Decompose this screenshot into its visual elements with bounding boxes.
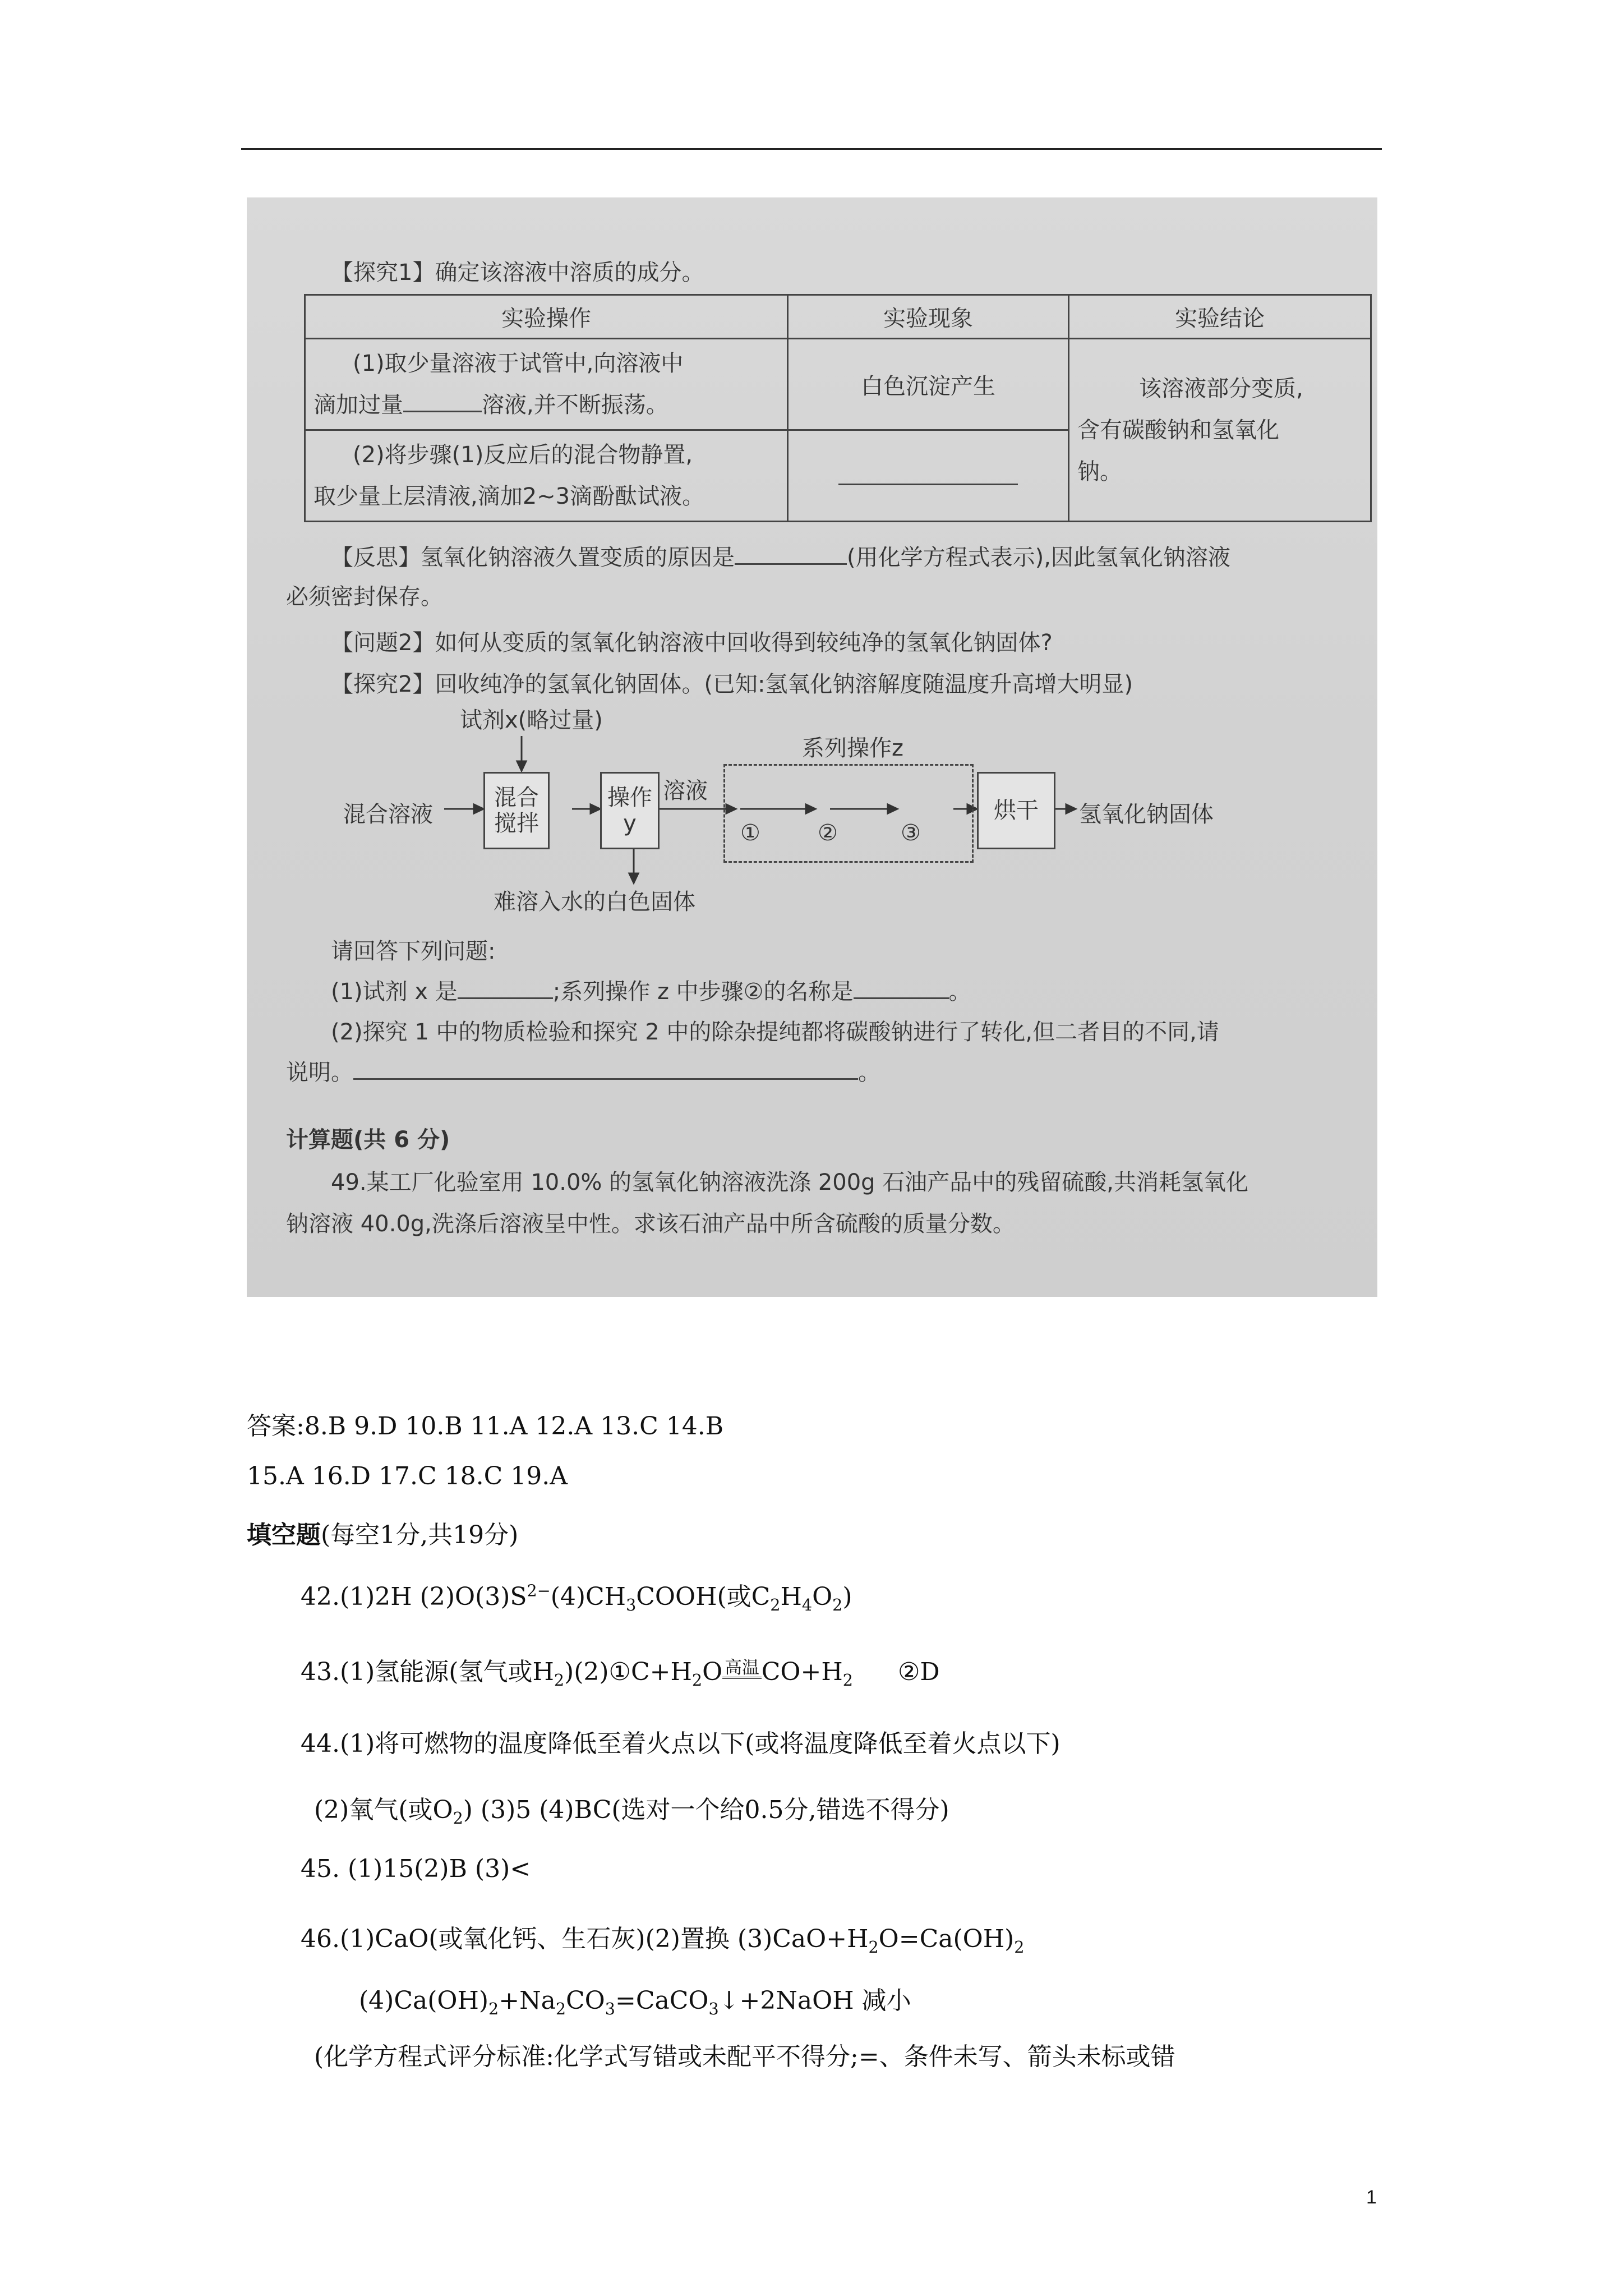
flow-step3: ③	[901, 820, 921, 846]
a42-part: 2−	[527, 1581, 551, 1600]
a46-part: (4)Ca(OH)	[359, 1986, 488, 2015]
a46-part: +Na	[499, 1986, 556, 2015]
fill-title: 填空题	[247, 1521, 321, 1549]
flow-step1: ①	[740, 820, 760, 846]
blank	[458, 997, 553, 999]
a43-part: 2	[554, 1670, 565, 1690]
op1-line2a: 滴加过量	[313, 392, 403, 418]
conclusion-line1: 该溶液部分变质,	[1139, 375, 1303, 402]
q2-text-a: 说明。	[286, 1060, 353, 1085]
flow-product: 氢氧化钠固体	[1079, 802, 1214, 827]
a44-part: ) (3)5 (4)BC(选对一个给0.5分,错选不得分)	[463, 1796, 949, 1824]
answers-line2: 15.A 16.D 17.C 18.C 19.A	[247, 1462, 568, 1490]
a43-part: 43.(1)氢能源(氢气或H	[301, 1658, 554, 1686]
a46-part: 2	[555, 1999, 566, 2018]
reflect-text-b: (用化学方程式表示),因此氢氧化钠溶液	[847, 545, 1230, 570]
answer-prompt: 请回答下列问题:	[331, 938, 496, 964]
conclusion-line3: 钠。	[1077, 458, 1122, 485]
conclusion-line2: 含有碳酸钠和氢氧化	[1077, 417, 1279, 443]
flow-residue: 难溶入水的白色固体	[494, 889, 695, 915]
a43-part: )(2)①C+H	[564, 1658, 692, 1686]
a46-part: CO	[566, 1986, 605, 2015]
a42-part: 4	[801, 1595, 813, 1614]
q1-line	[331, 974, 971, 1006]
a46-part: 3	[605, 1999, 615, 2018]
scanned-exam-image	[247, 197, 1377, 1297]
a46-part: 2	[868, 1937, 879, 1957]
op1-line1: (1)取少量溶液于试管中,向溶液中	[353, 351, 684, 376]
explore1-title: 【探究1】确定该溶液中溶质的成分。	[331, 260, 704, 286]
op2-line2: 取少量上层清液,滴加2~3滴酚酞试液。	[313, 484, 705, 509]
page-number: 1	[1366, 2187, 1377, 2208]
flow-box-mix: 混合搅拌	[483, 772, 550, 849]
a46-part: =CaCO	[615, 1986, 709, 2015]
a42-part: H	[780, 1582, 802, 1611]
flow-solution: 溶液	[663, 778, 708, 804]
a46-part: 46.(1)CaO(或氧化钙、生石灰)(2)置换 (3)CaO+H	[301, 1925, 869, 1953]
reflect-line2: 必须密封保存。	[286, 584, 443, 610]
q49-line2: 钠溶液 40.0g,洗涤后溶液呈中性。求该石油产品中所含硫酸的质量分数。	[286, 1211, 1015, 1237]
flow-series-box	[723, 764, 974, 863]
reflect-text-a: 【反思】氢氧化钠溶液久置变质的原因是	[331, 545, 735, 570]
fill-note: (每空1分,共19分)	[321, 1521, 519, 1549]
table-header: 实验现象	[788, 295, 1069, 339]
a42-part: 2	[770, 1595, 781, 1614]
flow-mixed-solution: 混合溶液	[343, 802, 433, 827]
a42-part: COOH(或C	[636, 1582, 771, 1611]
a42-part: )	[842, 1582, 852, 1611]
blank	[854, 997, 949, 999]
answer-46-line1	[301, 1918, 1024, 1957]
fill-heading	[247, 1515, 518, 1550]
a44-part: (2)氧气(或O	[314, 1796, 453, 1824]
a46-part: 2	[1014, 1937, 1025, 1957]
answer-45: 45. (1)15(2)B (3)<	[301, 1855, 531, 1883]
q2-text-b: 。	[858, 1060, 880, 1085]
blank	[353, 1078, 858, 1080]
a43-part: CO+H	[761, 1658, 843, 1686]
answer-44-line1: 44.(1)将可燃物的温度降低至着火点以下(或将温度降低至着火点以下)	[301, 1729, 1061, 1758]
q1-text-a: (1)试剂 x 是	[331, 979, 458, 1005]
a42-part: O	[812, 1582, 833, 1611]
table-cell-phenomenon1: 白色沉淀产生	[788, 339, 1069, 430]
a46-part: 2	[488, 1999, 499, 2018]
op1-line2b: 溶液,并不断振荡。	[482, 392, 668, 418]
flow-step2: ②	[818, 820, 838, 846]
flow-box-op: 操作y	[600, 772, 660, 849]
q2-line2	[286, 1055, 880, 1087]
table-header: 实验操作	[305, 295, 788, 339]
explore2: 【探究2】回收纯净的氢氧化钠固体。(已知:氢氧化钠溶解度随温度升高增大明显)	[331, 671, 1133, 697]
q1-text-c: 。	[948, 979, 971, 1005]
a46-part: ↓+2NaOH 减小	[718, 1986, 911, 2015]
calc-title: 计算题(共 6 分)	[286, 1127, 450, 1153]
question2: 【问题2】如何从变质的氢氧化钠溶液中回收得到较纯净的氢氧化钠固体?	[331, 630, 1053, 656]
answer-42	[301, 1576, 852, 1614]
a43-part: 2	[842, 1670, 853, 1690]
q49-line1: 49.某工厂化验室用 10.0% 的氢氧化钠溶液洗涤 200g 石油产品中的残留硫酸,共消耗氢氧化	[331, 1170, 1248, 1195]
answer-44-line2	[314, 1789, 949, 1828]
answer-43	[301, 1651, 940, 1690]
a43-part: O	[702, 1658, 723, 1686]
flow-box-dry: 烘干	[977, 772, 1055, 849]
a42-part: 3	[626, 1595, 637, 1614]
flow-series: 系列操作z	[802, 735, 903, 761]
a42-part: 42.(1)2H (2)O(3)S	[301, 1582, 527, 1611]
a46-part: 3	[708, 1999, 719, 2018]
header-rule	[241, 148, 1382, 150]
q1-text-b: ;系列操作 z 中步骤②的名称是	[552, 979, 854, 1005]
reaction-condition: 高温	[722, 1659, 762, 1679]
flow-reagent: 试剂x(略过量)	[460, 707, 603, 733]
a42-part: 2	[832, 1595, 843, 1614]
a46-part: O=Ca(OH)	[878, 1925, 1015, 1953]
a42-part: (4)CH	[550, 1582, 626, 1611]
a43-part: 2	[691, 1670, 703, 1690]
a44-part: 2	[453, 1808, 463, 1828]
op2-line1: (2)将步骤(1)反应后的混合物静置,	[353, 442, 693, 468]
a43-part: ②D	[897, 1658, 940, 1686]
table-header: 实验结论	[1069, 295, 1371, 339]
q2-line1: (2)探究 1 中的物质检验和探究 2 中的除杂提纯都将碳酸钠进行了转化,但二者目的不同,请	[331, 1019, 1219, 1045]
answer-46-line2	[359, 1980, 911, 2018]
grading-note: (化学方程式评分标准:化学式写错或未配平不得分;=、条件未写、箭头未标或错	[314, 2042, 1175, 2071]
answers-line1: 答案:8.B 9.D 10.B 11.A 12.A 13.C 14.B	[247, 1412, 724, 1441]
